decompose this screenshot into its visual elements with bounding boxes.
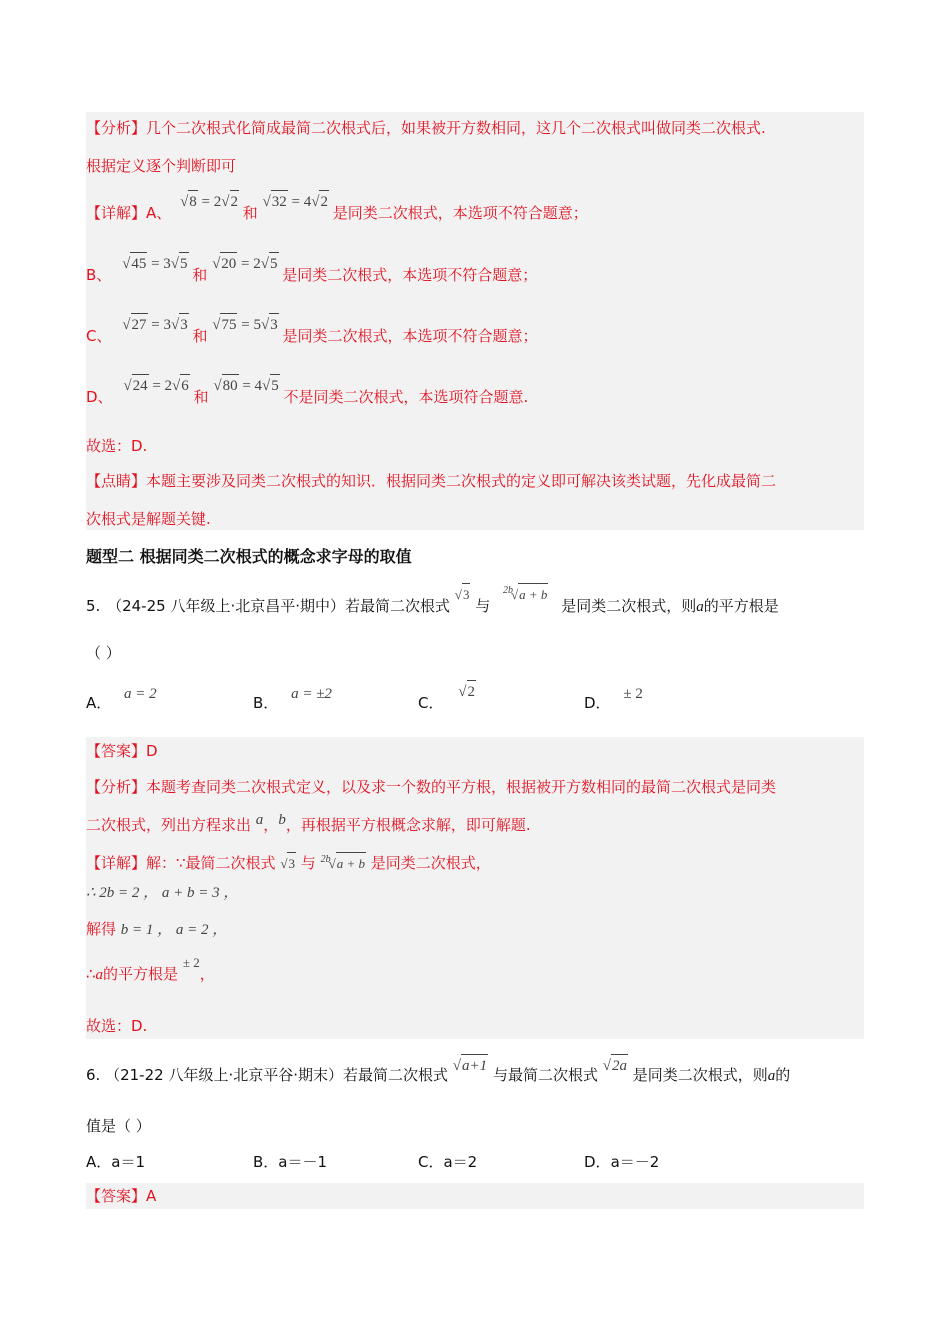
comment-tag: 【点睛】 xyxy=(86,472,147,490)
analysis-text: 本题考查同类二次根式定义，以及求一个数的平方根，根据被开方数相同的最简二次根式是同类 xyxy=(146,778,777,796)
q5-option-c[interactable] xyxy=(418,684,476,715)
answer-value: D xyxy=(146,742,158,760)
item-text: 不是同类二次根式，本选项符合题意. xyxy=(283,388,529,406)
analysis-text: 几个二次根式化简成最简二次根式后，如果被开方数相同，这几个二次根式叫做同类二次根式. xyxy=(146,119,766,137)
q6-option-b[interactable] xyxy=(253,1151,327,1173)
option-label: A． xyxy=(86,1153,112,1171)
q5-stem xyxy=(86,585,779,618)
q5-paren: （ ） xyxy=(86,644,121,662)
section-title: 题型二 根据同类二次根式的概念求字母的取值 xyxy=(86,547,412,566)
option-value: a＝－1 xyxy=(278,1153,328,1171)
q4-analysis-line1 xyxy=(86,117,766,139)
comment-text: 本题主要涉及同类二次根式的知识．根据同类二次根式的定义即可解决该类试题，先化成最简二 xyxy=(146,472,777,490)
option-label: D． xyxy=(584,694,611,712)
equation-1: ∴ 2b = 2 ， a + b = 3 ， xyxy=(86,885,239,901)
radical-expression-1: √27 = 3√3 xyxy=(122,317,192,333)
option-math: a = 2 xyxy=(124,686,157,702)
question-source: （24-25 八年级上·北京昌平·期中） xyxy=(107,597,345,615)
sqrt-2a: √2a xyxy=(603,1058,628,1074)
answer-tag: 【答案】 xyxy=(86,742,147,760)
item-label: C、 xyxy=(86,327,112,345)
and-word: 和 xyxy=(193,388,209,406)
radical-expression-2: √20 = 2√5 xyxy=(212,256,282,272)
analysis-text-3: ，再根据平方根概念求解，即可解题. xyxy=(285,816,531,834)
q6-answer xyxy=(86,1185,156,1207)
option-label: B． xyxy=(253,694,279,712)
comma: ， xyxy=(263,816,279,834)
q5-option-b[interactable] xyxy=(253,686,332,715)
radical-expression-1: √45 = 3√5 xyxy=(122,256,192,272)
nth-root-a-plus-b: $^{2b}$√a + b xyxy=(503,587,548,602)
q6-option-c[interactable] xyxy=(418,1151,477,1173)
item-label: B、 xyxy=(86,266,112,284)
option-label: A． xyxy=(86,694,112,712)
q5-answer xyxy=(86,740,158,762)
q4-item-b xyxy=(86,256,538,287)
option-label: B． xyxy=(253,1153,279,1171)
therefore: ∴ xyxy=(86,965,96,983)
answer-value: A xyxy=(146,1187,157,1205)
q6-stem xyxy=(86,1058,791,1087)
analysis-tag: 【分析】 xyxy=(86,778,147,796)
q4-comment-line1 xyxy=(86,470,776,492)
q5-eq3 xyxy=(86,955,215,986)
stem-text-2: 是同类二次根式，则 xyxy=(561,597,697,615)
and-word: 和 xyxy=(192,327,208,345)
analysis-text-2: 二次根式，列出方程求出 xyxy=(86,816,252,834)
q5-eq1 xyxy=(86,881,238,904)
radical-expression-2: √32 = 4√2 xyxy=(263,194,333,210)
option-value: a＝－2 xyxy=(610,1153,660,1171)
radical-expression-2: √75 = 5√3 xyxy=(212,317,282,333)
q4-item-c xyxy=(86,317,538,348)
stem-text-3: 是同类二次根式，则 xyxy=(632,1066,768,1084)
q4-analysis-line2 xyxy=(86,155,236,177)
radical-expression-2: √80 = 4√5 xyxy=(213,378,283,394)
nth-root-a-plus-b: $^{2b}$√a + b xyxy=(321,856,366,871)
q5-option-a[interactable] xyxy=(86,686,157,715)
plus-minus-sqrt2: ± 2 xyxy=(182,955,200,970)
option-value: a＝2 xyxy=(443,1153,478,1171)
detail-tag: 【详解】 xyxy=(86,204,147,222)
q4-choice: 故选：D. xyxy=(86,437,148,455)
var-a: a xyxy=(95,967,104,983)
sqrt-3: √3 xyxy=(455,587,471,602)
q5-option-d[interactable] xyxy=(584,686,643,715)
eq3-end: ， xyxy=(199,965,215,983)
solve-prefix: 解得 xyxy=(86,920,117,938)
q5-choice: 故选：D. xyxy=(86,1017,148,1035)
option-value: a＝1 xyxy=(111,1153,146,1171)
q6-line2: 值是（ ） xyxy=(86,1117,151,1135)
stem-text-4: 的 xyxy=(775,1066,791,1084)
item-text: 是同类二次根式，本选项不符合题意； xyxy=(282,266,538,284)
analysis-tag: 【分析】 xyxy=(86,119,147,137)
q4-item-a xyxy=(86,194,588,225)
question-source: （21-22 八年级上·北京平谷·期末） xyxy=(105,1066,343,1084)
and-word: 和 xyxy=(192,266,208,284)
option-label: D． xyxy=(584,1153,611,1171)
stem-text: 若最简二次根式 xyxy=(345,597,451,615)
q6-option-a[interactable] xyxy=(86,1151,145,1173)
question-number: 5. xyxy=(86,597,101,615)
variable-a: a xyxy=(696,599,704,615)
q5-eq2 xyxy=(86,918,227,941)
q6-answer-box xyxy=(86,1183,864,1209)
sqrt-a-plus-1: √a+1 xyxy=(453,1058,488,1074)
q5-detail xyxy=(86,849,491,875)
stem-text: 若最简二次根式 xyxy=(343,1066,449,1084)
detail-text: 解：∵最简二次根式 xyxy=(146,854,276,872)
stem-text-2: 与最简二次根式 xyxy=(492,1066,598,1084)
radical-expression-1: √8 = 2√2 xyxy=(180,194,243,210)
stem-text-3: 的平方根是 xyxy=(703,597,779,615)
sqrt-3: √3 xyxy=(280,856,296,871)
item-label: D、 xyxy=(86,388,113,406)
q5-analysis-line1 xyxy=(86,776,776,798)
detail-text-2: 是同类二次根式， xyxy=(370,854,491,872)
var-b: b xyxy=(278,812,286,828)
q6-option-d[interactable] xyxy=(584,1151,659,1173)
option-label: C． xyxy=(418,694,444,712)
analysis-text-2: 根据定义逐个判断即可 xyxy=(86,157,237,175)
question-number: 6. xyxy=(86,1066,101,1084)
option-math: a = ±2 xyxy=(291,686,332,702)
option-math: ± 2 xyxy=(623,686,643,702)
item-text: 是同类二次根式，本选项不符合题意； xyxy=(332,204,588,222)
q4-item-d xyxy=(86,378,529,409)
option-math: √2 xyxy=(458,684,476,700)
with-word: 与 xyxy=(300,854,316,872)
var-a: a xyxy=(255,812,264,828)
with-word: 与 xyxy=(475,597,491,615)
equation-2: b = 1 ， a = 2 ， xyxy=(120,922,228,938)
and-word: 和 xyxy=(242,204,258,222)
q5-analysis-line2 xyxy=(86,814,531,837)
q4-comment-line2: 次根式是解题关键. xyxy=(86,510,211,528)
variable-a: a xyxy=(767,1068,776,1084)
eq3-text: 的平方根是 xyxy=(103,965,179,983)
radical-expression-1: √24 = 2√6 xyxy=(123,378,193,394)
answer-tag: 【答案】 xyxy=(86,1187,147,1205)
item-label: A、 xyxy=(146,204,172,222)
option-label: C． xyxy=(418,1153,444,1171)
detail-tag: 【详解】 xyxy=(86,854,147,872)
item-text: 是同类二次根式，本选项不符合题意； xyxy=(282,327,538,345)
